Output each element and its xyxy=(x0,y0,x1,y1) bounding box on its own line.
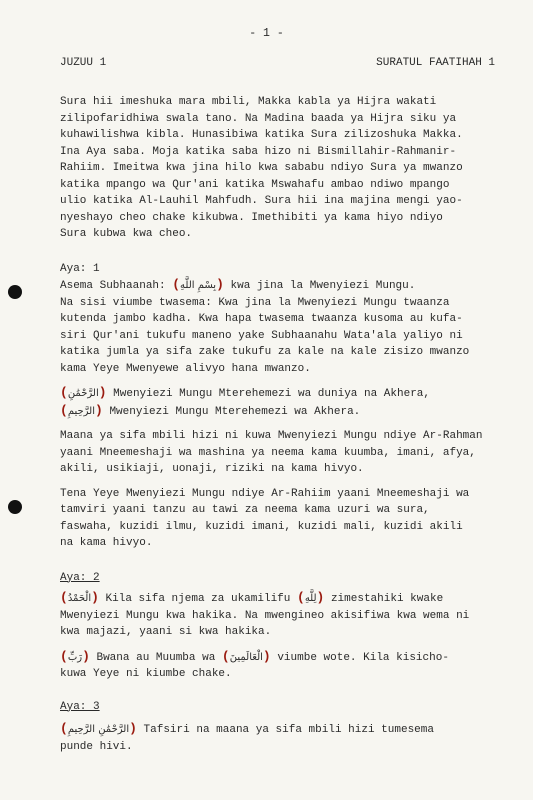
close-paren: ) xyxy=(95,402,103,418)
aya2-line: kwa majazi, yaani si kwa hakika. xyxy=(60,626,272,638)
close-paren: ) xyxy=(216,277,224,292)
aya1-para2-line: Maana ya sifa mbili hizi ni kuwa Mwenyiezi Mungu ndiye Ar-Rahman xyxy=(60,430,483,442)
aya1-para3-line: faswaha, kuzidi ilmu, kuzidi imani, kuzidi mali, kuzidi akili xyxy=(60,520,463,533)
aya1-line: Na sisi viumbe twasema: Kwa jina la Mwenyiezi Mungu twaanza xyxy=(60,296,450,309)
rahman-text: Mwenyiezi Mungu Mterehemezi wa duniya na Akhera, xyxy=(113,388,431,400)
close-paren: ) xyxy=(316,590,325,605)
close-paren: ) xyxy=(129,721,137,736)
close-paren: ) xyxy=(262,648,271,664)
aya2-line: Mwenyiezi Mungu kwa hakika. Na mwengineo akisifiwa kwa wema ni xyxy=(60,609,470,622)
aya2-label: Aya: 2 xyxy=(60,571,100,584)
arabic-alamin: الْعَالَمِينَ xyxy=(229,651,263,663)
aya2-text-after: zimestahiki kwake xyxy=(330,593,444,605)
header-sura: SURATUL FAATIHAH 1 xyxy=(376,57,495,69)
open-paren: ( xyxy=(172,277,181,292)
close-paren: ) xyxy=(82,648,90,664)
aya3-text: Tafsiri na maana ya sifa mbili hizi tumesema xyxy=(143,724,434,736)
aya2-line3: kuwa Yeye ni kiumbe chake. xyxy=(60,668,232,680)
aya2-line1 xyxy=(60,590,510,608)
aya2-line2-text: Bwana au Muumba wa xyxy=(96,651,216,664)
aya1-translation: kwa jina la Mwenyiezi Mungu. xyxy=(230,280,416,292)
arabic-rahim: الرَّحِيمِ xyxy=(67,405,96,417)
open-paren: ( xyxy=(60,648,68,664)
aya1-intro: Asema Subhaanah: xyxy=(60,280,166,292)
aya1-line: siri Qur'ani tukufu maneno yake Subhaanahu Wata'ala yaliyo ni xyxy=(60,329,463,342)
arabic-rahman: الرَّحْمَٰنِ xyxy=(67,388,99,399)
intro-line: Ina Aya saba. Moja katika saba hizo ni Bismillahir-Rahmanir- xyxy=(60,145,457,158)
aya1-label: Aya: 1 xyxy=(60,262,100,275)
arabic-lillah: لِلَّهِ xyxy=(304,593,317,604)
rahim-text: Mwenyiezi Mungu Mterehemezi wa Akhera. xyxy=(109,405,361,418)
aya2-line2 xyxy=(60,649,510,667)
aya1-para3-line: Tena Yeye Mwenyiezi Mungu ndiye Ar-Rahiim yaani Mneemeshaji wa xyxy=(60,487,470,500)
arabic-rahman-rahim: الرَّحْمَٰنِ الرَّحِيمِ xyxy=(67,724,130,735)
arabic-alhamdu: الْحَمْدُ xyxy=(67,593,92,604)
intro-line: zilipofaridhiwa swala tano. Na Madina baada ya Hijra siku ya xyxy=(60,112,457,125)
open-paren: ( xyxy=(60,402,68,418)
intro-line: Sura kubwa kwa cheo. xyxy=(60,228,193,240)
aya1-para3-line: tamviri yaani tanzu au tawi za neema kama uzuri wa sura, xyxy=(60,504,430,516)
intro-line: ulio katika Al-Lauhil Mahfudh. Sura hii ina majina mengi yao- xyxy=(60,195,463,207)
aya3-line1 xyxy=(60,721,510,739)
intro-line: Sura hii imeshuka mara mbili, Makka kabla ya Hijra wakati xyxy=(60,96,437,108)
intro-line: nyeshayo cheo chake kikubwa. Imethibiti ya kama hiyo ndiyo xyxy=(60,211,443,224)
arabic-rabbi: رَبِّ xyxy=(67,651,83,663)
close-paren: ) xyxy=(91,590,99,605)
intro-line: kuhawilishwa kibla. Hunasibiwa katika Sura zilizoshuka Makka. xyxy=(60,129,463,141)
intro-line: katika mpango wa Qur'ani katika Mswahafu ambao ndiwo mpango xyxy=(60,178,450,191)
binder-hole-bottom xyxy=(8,500,22,514)
binder-hole-top xyxy=(8,285,22,299)
open-paren: ( xyxy=(60,590,68,605)
open-paren: ( xyxy=(60,385,68,400)
aya1-line: katika jumla ya sifa zake tukufu za kale na kale zisizo mwanzo xyxy=(60,346,470,358)
aya1-line: kutenda jambo kadha. Kwa hapa twasema twaanza kusoma au kufa- xyxy=(60,313,463,325)
aya1-para2-line: yaani Mneemeshaji wa mashina ya neema kama kuumba, imani, afya, xyxy=(60,446,476,459)
aya1-para2-line: akili, usikiaji, uonaji, riziki na kama hivyo. xyxy=(60,463,364,475)
page-number: - 1 - xyxy=(249,27,284,40)
open-paren: ( xyxy=(221,648,230,664)
rahim-line xyxy=(60,403,510,421)
aya1-line1 xyxy=(60,277,510,295)
open-paren: ( xyxy=(297,590,305,605)
document-body xyxy=(60,94,510,755)
intro-line: Rahiim. Imeitwa kwa jina hilo kwa sababu ndiyo Sura ya mwanzo xyxy=(60,162,463,174)
aya1-line: kama Yeye Mwenyewe alivyo hana mwanzo. xyxy=(60,362,311,375)
header-juzuu: JUZUU 1 xyxy=(60,57,107,69)
aya3-line2: punde hivi. xyxy=(60,740,133,753)
open-paren: ( xyxy=(60,721,68,736)
rahman-line xyxy=(60,385,510,403)
aya1-para3-line: na kama hivyo. xyxy=(60,537,153,549)
aya3-label: Aya: 3 xyxy=(60,700,100,713)
aya2-line2-after: viumbe wote. Kila kisicho- xyxy=(277,651,449,664)
close-paren: ) xyxy=(98,385,107,400)
aya2-text: Kila sifa njema za ukamilifu xyxy=(105,593,291,605)
arabic-bismillah: بِسْمِ اللَّهِ xyxy=(180,280,217,291)
